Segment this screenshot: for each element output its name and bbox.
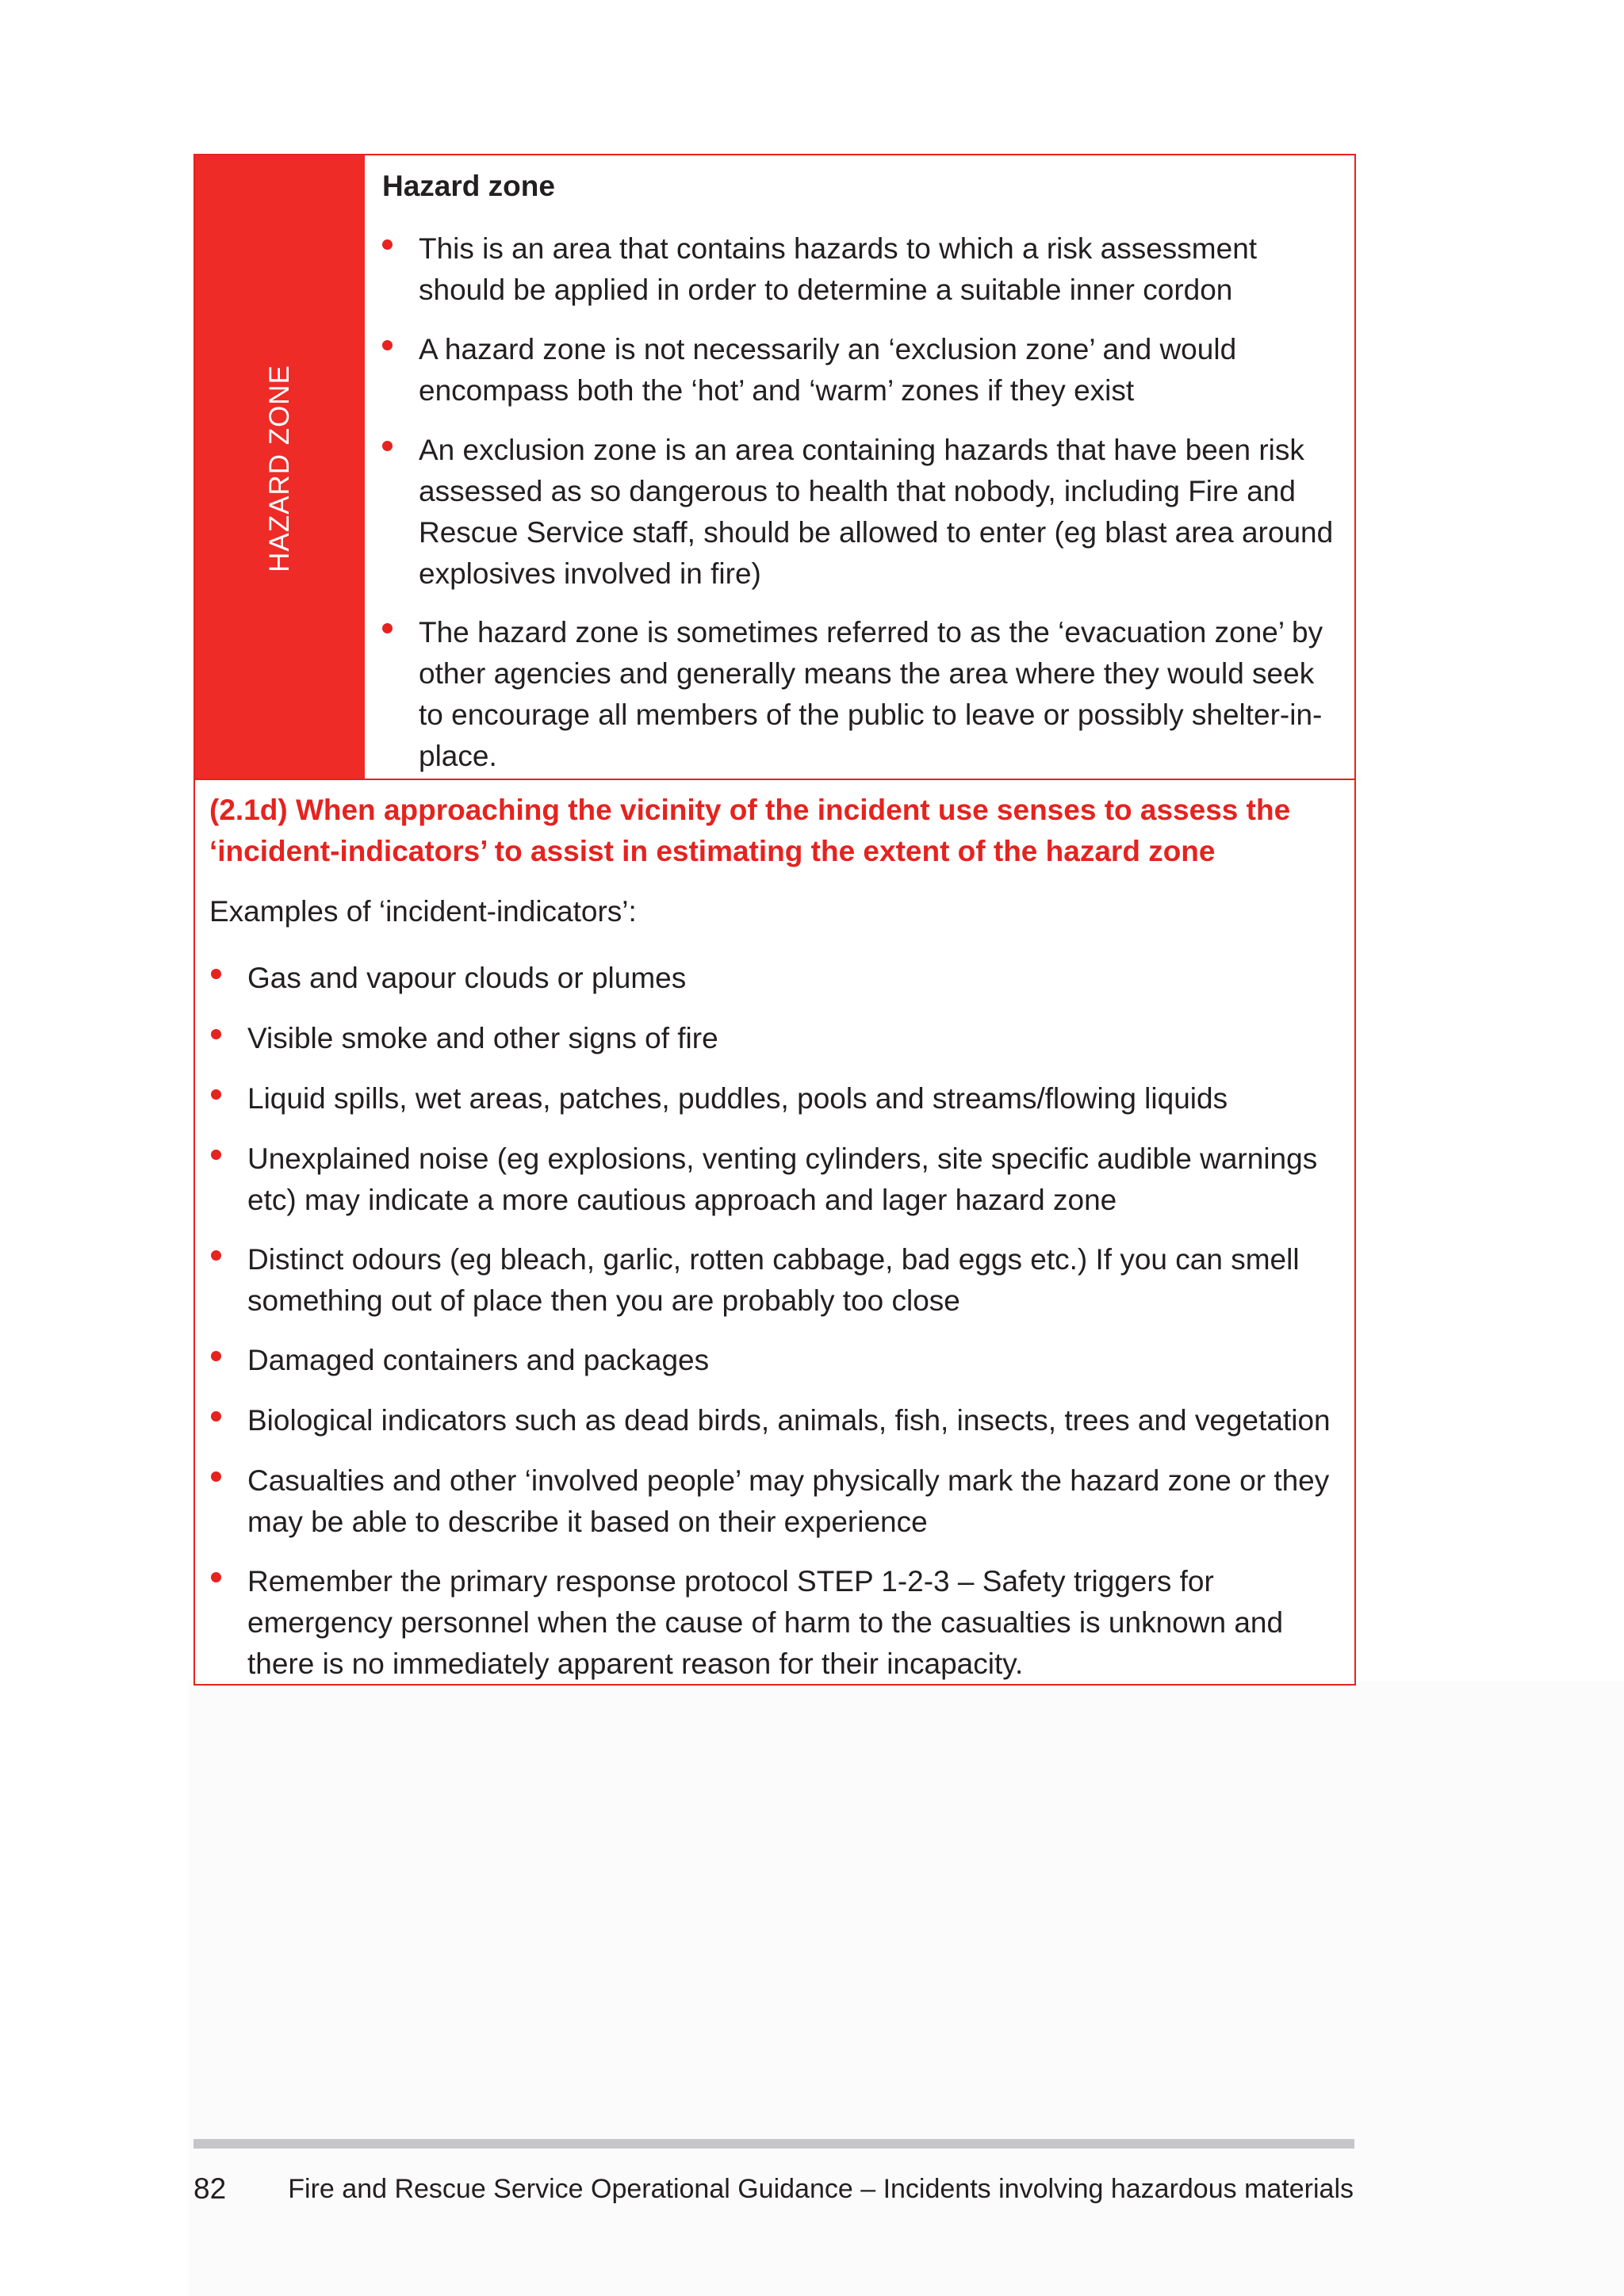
bullet-line: encompass both the ‘hot’ and ‘warm’ zones if they exist <box>419 374 1135 407</box>
bullet-dot <box>211 1351 221 1361</box>
heading-line: ‘incident-indicators’ to assist in estimating the extent of the hazard zone <box>209 835 1216 867</box>
bullet-line: Casualties and other ‘involved people’ may physically mark the hazard zone or they <box>247 1464 1330 1497</box>
bullet-dot <box>382 340 393 350</box>
indicator-bullet <box>247 1340 709 1381</box>
bullet-dot <box>211 1572 221 1582</box>
indicator-bullet <box>247 1460 1329 1543</box>
bullet-line: other agencies and generally means the area where they would seek <box>419 657 1315 690</box>
bullet-dot <box>211 969 221 979</box>
bullet-line: to encourage all members of the public to leave or possibly shelter-in- <box>419 698 1323 731</box>
bullet-dot <box>211 1150 221 1160</box>
bullet-line: Biological indicators such as dead birds, animals, fish, insects, trees and vegetation <box>247 1404 1331 1437</box>
bullet-line: something out of place then you are probably too close <box>247 1284 960 1317</box>
indicator-bullet <box>247 1561 1283 1685</box>
bullet-line: Liquid spills, wet areas, patches, puddles, pools and streams/flowing liquids <box>247 1082 1228 1115</box>
bullet-line: explosives involved in fire) <box>419 557 761 590</box>
indicators-intro: Examples of ‘incident-indicators’: <box>209 895 637 928</box>
section-heading-2-1d <box>209 790 1335 872</box>
footer-rule <box>193 2139 1354 2149</box>
sidebar-label: HAZARD ZONE <box>264 365 295 572</box>
bullet-line: Remember the primary response protocol STEP 1-2-3 – Safety triggers for <box>247 1565 1214 1598</box>
bullet-line: Damaged containers and packages <box>247 1344 710 1376</box>
bullet-dot <box>211 1250 221 1261</box>
indicator-bullet <box>247 1239 1300 1322</box>
hazard-bullet <box>419 430 1333 595</box>
hazard-zone-sidebar <box>195 155 365 779</box>
indicator-bullet <box>247 1138 1317 1221</box>
bullet-dot <box>211 1471 221 1482</box>
bullet-line: should be applied in order to determine a suitable inner cordon <box>419 274 1233 306</box>
bullet-line: may be able to describe it based on their experience <box>247 1506 928 1538</box>
bullet-dot <box>382 623 393 633</box>
bullet-line: Unexplained noise (eg explosions, venting cylinders, site specific audible warnings <box>247 1142 1318 1175</box>
bullet-line: Rescue Service staff, should be allowed to enter (eg blast area around <box>419 516 1334 549</box>
bullet-dot <box>211 1029 221 1039</box>
indicator-bullet <box>247 1078 1228 1119</box>
bullet-dot <box>211 1089 221 1100</box>
hazard-zone-title: Hazard zone <box>382 170 555 202</box>
footer-title: Fire and Rescue Service Operational Guidance – Incidents involving hazardous materials <box>288 2174 1354 2204</box>
bullet-line: An exclusion zone is an area containing hazards that have been risk <box>419 434 1304 466</box>
bullet-line: assessed as so dangerous to health that nobody, including Fire and <box>419 475 1296 507</box>
bullet-line: Gas and vapour clouds or plumes <box>247 962 687 994</box>
bullet-dot <box>382 441 393 451</box>
bullet-line: emergency personnel when the cause of harm to the casualties is unknown and <box>247 1606 1284 1639</box>
page-number: 82 <box>193 2172 227 2205</box>
section-divider <box>195 779 1354 780</box>
indicator-bullet <box>247 1400 1331 1441</box>
bullet-line: there is no immediately apparent reason for their incapacity. <box>247 1647 1024 1680</box>
indicator-bullet <box>247 1018 718 1059</box>
bullet-line: Visible smoke and other signs of fire <box>247 1022 718 1054</box>
hazard-bullet <box>419 612 1323 777</box>
bullet-line: A hazard zone is not necessarily an ‘exclusion zone’ and would <box>419 333 1237 365</box>
bullet-dot <box>211 1411 221 1422</box>
indicator-bullet <box>247 958 686 999</box>
bullet-line: Distinct odours (eg bleach, garlic, rotten cabbage, bad eggs etc.) If you can smell <box>247 1243 1300 1276</box>
bullet-line: This is an area that contains hazards to which a risk assessment <box>419 232 1258 265</box>
bullet-line: place. <box>419 740 497 772</box>
bullet-line: etc) may indicate a more cautious approach and lager hazard zone <box>247 1184 1117 1216</box>
hazard-bullet <box>419 228 1257 311</box>
heading-line: (2.1d) When approaching the vicinity of the incident use senses to assess the <box>209 794 1291 826</box>
hazard-bullet <box>419 329 1236 411</box>
guidance-box <box>193 154 1356 1686</box>
bullet-dot <box>382 239 393 250</box>
bullet-line: The hazard zone is sometimes referred to as the ‘evacuation zone’ by <box>419 616 1323 649</box>
